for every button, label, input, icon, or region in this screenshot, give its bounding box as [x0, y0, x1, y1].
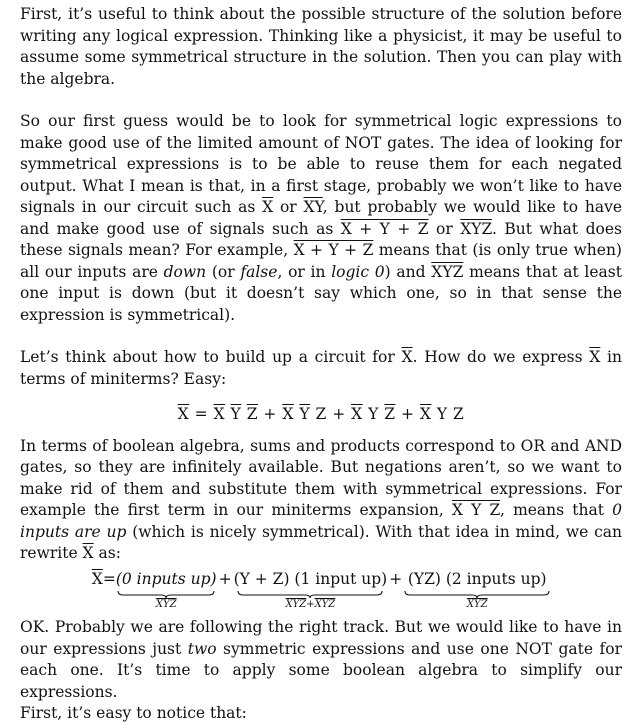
brace-group-1: (0 inputs up) $\overline{XYZ}$ — [115, 569, 217, 610]
brace-group-2: (Y + Z) (1 input up) $\overline{XYZ}+\overline{XYZ}$ — [233, 569, 388, 610]
paragraph-track: OK. Probably we are following the right track. But we would like to have in our expressions just two symmetric expressions and use one NOT gate for each one. It’s time to apply some boolean algebra to simplify our expressions. — [20, 618, 623, 701]
math-xyz-bar: $\overline{XYZ}$ — [460, 219, 492, 238]
paragraph-intro: First, it’s useful to think about the possible structure of the solution before writing any logical expression. Thinking like a physicist, it may be useful to assume some symmetrical structure in the solution. Then you can play with the algebra. — [20, 5, 622, 88]
math-x-bar: $\overline{X}$ — [262, 198, 274, 216]
math-sum-bar-2: X + Y + Z — [293, 241, 374, 259]
math-xyz-bar-2: $\overline{XYZ}$ — [431, 262, 464, 281]
math-xy-bar: $\overline{XY}$ — [303, 198, 323, 216]
paragraph-notice: First, it’s easy to notice that: — [20, 704, 247, 722]
paragraph-boolean: In terms of boolean algebra, sums and products correspond to OR and AND gates, so they are infinitely available. But negations aren’t, so we want to make rid of them and substitute them with symmetrical expressions. For example the first term in our miniterms expansion, X Y Z, means that 0 inputs are up (which is nicely symmetrical). With that idea in mind, we can rewrite $\overline{X}$ as: — [20, 436, 622, 562]
paragraph-circuit: Let’s think about how to build up a circuit for $\overline{X}$. How do we express $\overline{X}$ in terms of miniterms? Easy: — [20, 348, 622, 388]
equation-grouped: $\overline{X}$ = (0 inputs up) $\overline{XYZ}$ + (Y + Z) (1 input up) $\overline{XYZ}+\overline{XYZ}$ + (YZ) (2 inputs up) $\overline{XYZ}$ — [20, 569, 622, 612]
brace-group-3: (YZ) (2 inputs up) $\overline{XYZ}$ — [404, 569, 550, 612]
math-sum-bar: X + Y + Z — [340, 219, 429, 238]
paragraph-symmetry: So our first guess would be to look for symmetrical logic expressions to make good use of the limited amount of NOT gates. The idea of looking for symmetrical expressions is to be able to reuse them for each negated output. What I mean is that, in a first stage, probably we won’t like to have signals in our circuit such as $\overline{X}$ or $\overline{XY}$, but probably we would like to have and make good use of signals such as X + Y + Z or $\overline{XYZ}$. But what does these signals mean? For example, X + Y + Z means that (is only true when) all our inputs are down (or false, or in logic 0) and $\overline{XYZ}$ means that at least one input is down (but it doesn’t say which one, so in that sense the expression is symmetrical). — [20, 112, 622, 324]
equation-miniterms: $\overline{X} = \overline{X}$ $\overline{Y}$ $\overline{Z} + \overline{X}$ $\overline{Y}$ $Z + \overline{X}$ Y $\overline{Z} + \overline{X}$ Y Z — [177, 405, 465, 423]
